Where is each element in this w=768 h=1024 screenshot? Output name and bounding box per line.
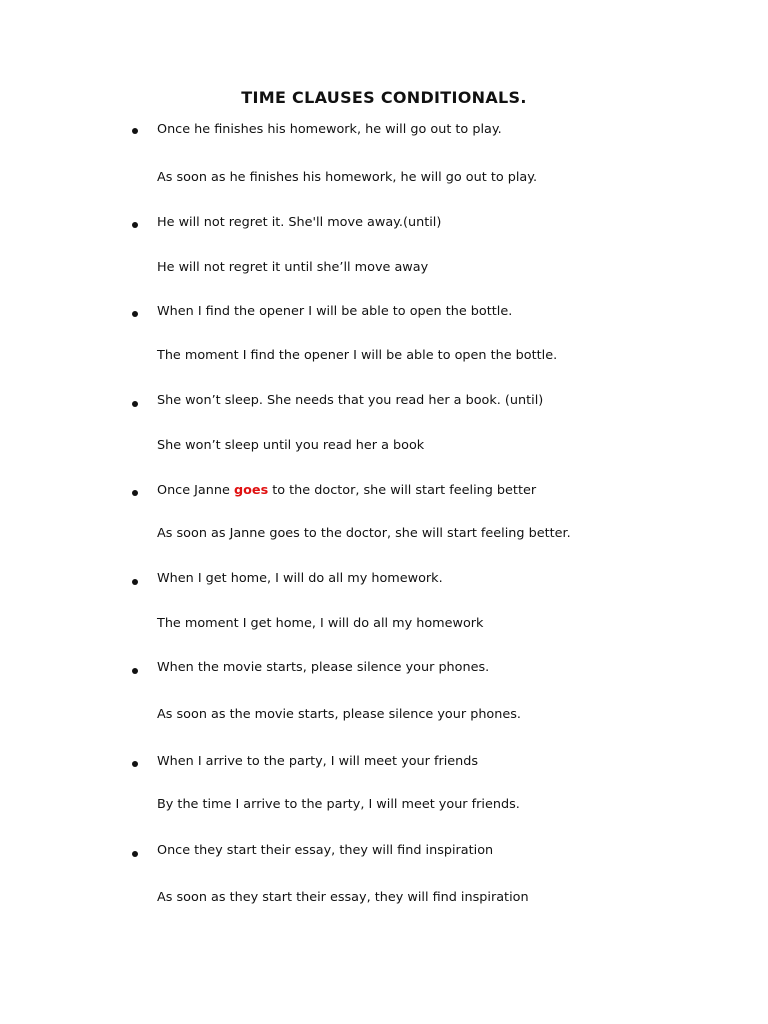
answer-sentence: As soon as he finishes his homework, he will go out to play. — [157, 170, 538, 185]
prompt-sentence: When the movie starts, please silence your phones. — [157, 660, 490, 675]
prompt-sentence: He will not regret it. She'll move away.(until) — [157, 215, 442, 230]
answer-sentence: The moment I get home, I will do all my homework — [157, 616, 484, 631]
answer-sentence: As soon as they start their essay, they will find inspiration — [157, 890, 529, 905]
prompt-sentence: When I get home, I will do all my homework. — [157, 571, 443, 586]
prompt-sentence: Once they start their essay, they will find inspiration — [157, 843, 494, 858]
prompt-text-before: Once Janne — [157, 483, 234, 498]
bullet-icon — [132, 579, 138, 585]
page-title: TIME CLAUSES CONDITIONALS. — [241, 88, 527, 107]
prompt-text-after: to the doctor, she will start feeling better — [268, 483, 537, 498]
bullet-icon — [132, 490, 138, 496]
bullet-icon — [132, 222, 138, 228]
bullet-icon — [132, 668, 138, 674]
bullet-icon — [132, 128, 138, 134]
prompt-sentence: When I arrive to the party, I will meet your friends — [157, 754, 479, 769]
prompt-sentence: Once he finishes his homework, he will go out to play. — [157, 122, 502, 137]
bullet-icon — [132, 851, 138, 857]
answer-sentence: She won’t sleep until you read her a book — [157, 438, 425, 453]
prompt-sentence: She won’t sleep. She needs that you read her a book. (until) — [157, 393, 544, 408]
answer-sentence: By the time I arrive to the party, I will meet your friends. — [157, 797, 520, 812]
answer-sentence: The moment I find the opener I will be able to open the bottle. — [157, 348, 558, 363]
prompt-sentence — [157, 482, 536, 500]
bullet-icon — [132, 311, 138, 317]
bullet-icon — [132, 401, 138, 407]
answer-sentence: As soon as Janne goes to the doctor, she will start feeling better. — [157, 526, 571, 541]
highlighted-verb: goes — [233, 483, 269, 498]
answer-sentence: As soon as the movie starts, please silence your phones. — [157, 707, 521, 722]
answer-sentence: He will not regret it until she’ll move away — [157, 260, 429, 275]
prompt-sentence: When I find the opener I will be able to open the bottle. — [157, 304, 513, 319]
bullet-icon — [132, 761, 138, 767]
